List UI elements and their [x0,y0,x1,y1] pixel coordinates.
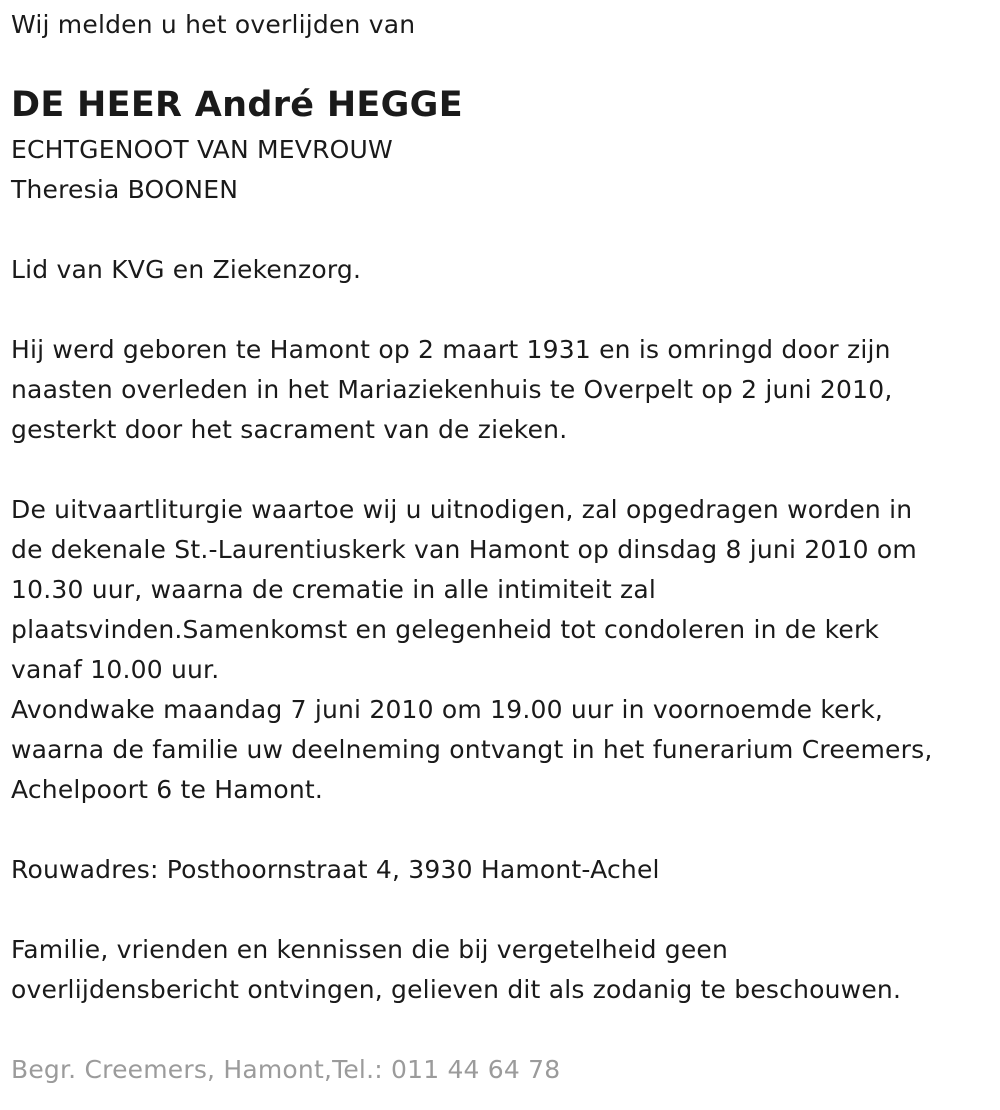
paragraph-line: Familie, vrienden en kennissen die bij vergetelheid geen [11,935,729,964]
paragraph-line: vanaf 10.00 uur. [11,655,220,684]
paragraph-line: 10.30 uur, waarna de crematie in alle intimiteit zal [11,575,656,604]
spouse-name: Theresia BOONEN [11,175,239,204]
paragraph-line: Avondwake maandag 7 juni 2010 om 19.00 uur in voornoemde kerk, [11,695,884,724]
paragraph-line: Achelpoort 6 te Hamont. [11,775,324,804]
paragraph-line: naasten overleden in het Mariaziekenhuis te Overpelt op 2 juni 2010, [11,375,893,404]
death-notice [11,0,991,1090]
closing-paragraph [11,930,991,1010]
deceased-name: DE HEER André HEGGE [11,85,463,125]
membership-paragraph [11,250,991,290]
mourning-address: Rouwadres: Posthoornstraat 4, 3930 Hamont-Achel [11,855,660,884]
paragraph-line: De uitvaartliturgie waartoe wij u uitnodigen, zal opgedragen worden in [11,495,913,524]
paragraph-line: plaatsvinden.Samenkomst en gelegenheid tot condoleren in de kerk [11,615,880,644]
intro-text: Wij melden u het overlijden van [11,10,416,39]
paragraph-line: Hij werd geboren te Hamont op 2 maart 1931 en is omringd door zijn [11,335,891,364]
paragraph-line: waarna de familie uw deelneming ontvangt in het funerarium Creemers, [11,735,933,764]
membership-text: Lid van KVG en Ziekenzorg. [11,255,362,284]
paragraph-line: de dekenale St.-Laurentiuskerk van Hamont op dinsdag 8 juni 2010 om [11,535,917,564]
funeral-home-footer: Begr. Creemers, Hamont,Tel.: 011 44 64 78 [11,1055,561,1084]
paragraph-line: overlijdensbericht ontvingen, gelieven dit als zodanig te beschouwen. [11,975,902,1004]
paragraph-line: gesterkt door het sacrament van de zieken. [11,415,568,444]
address-paragraph [11,850,991,890]
birth-death-paragraph [11,330,991,450]
funeral-paragraph [11,490,991,810]
spouse-label: ECHTGENOOT VAN MEVROUW [11,135,393,164]
